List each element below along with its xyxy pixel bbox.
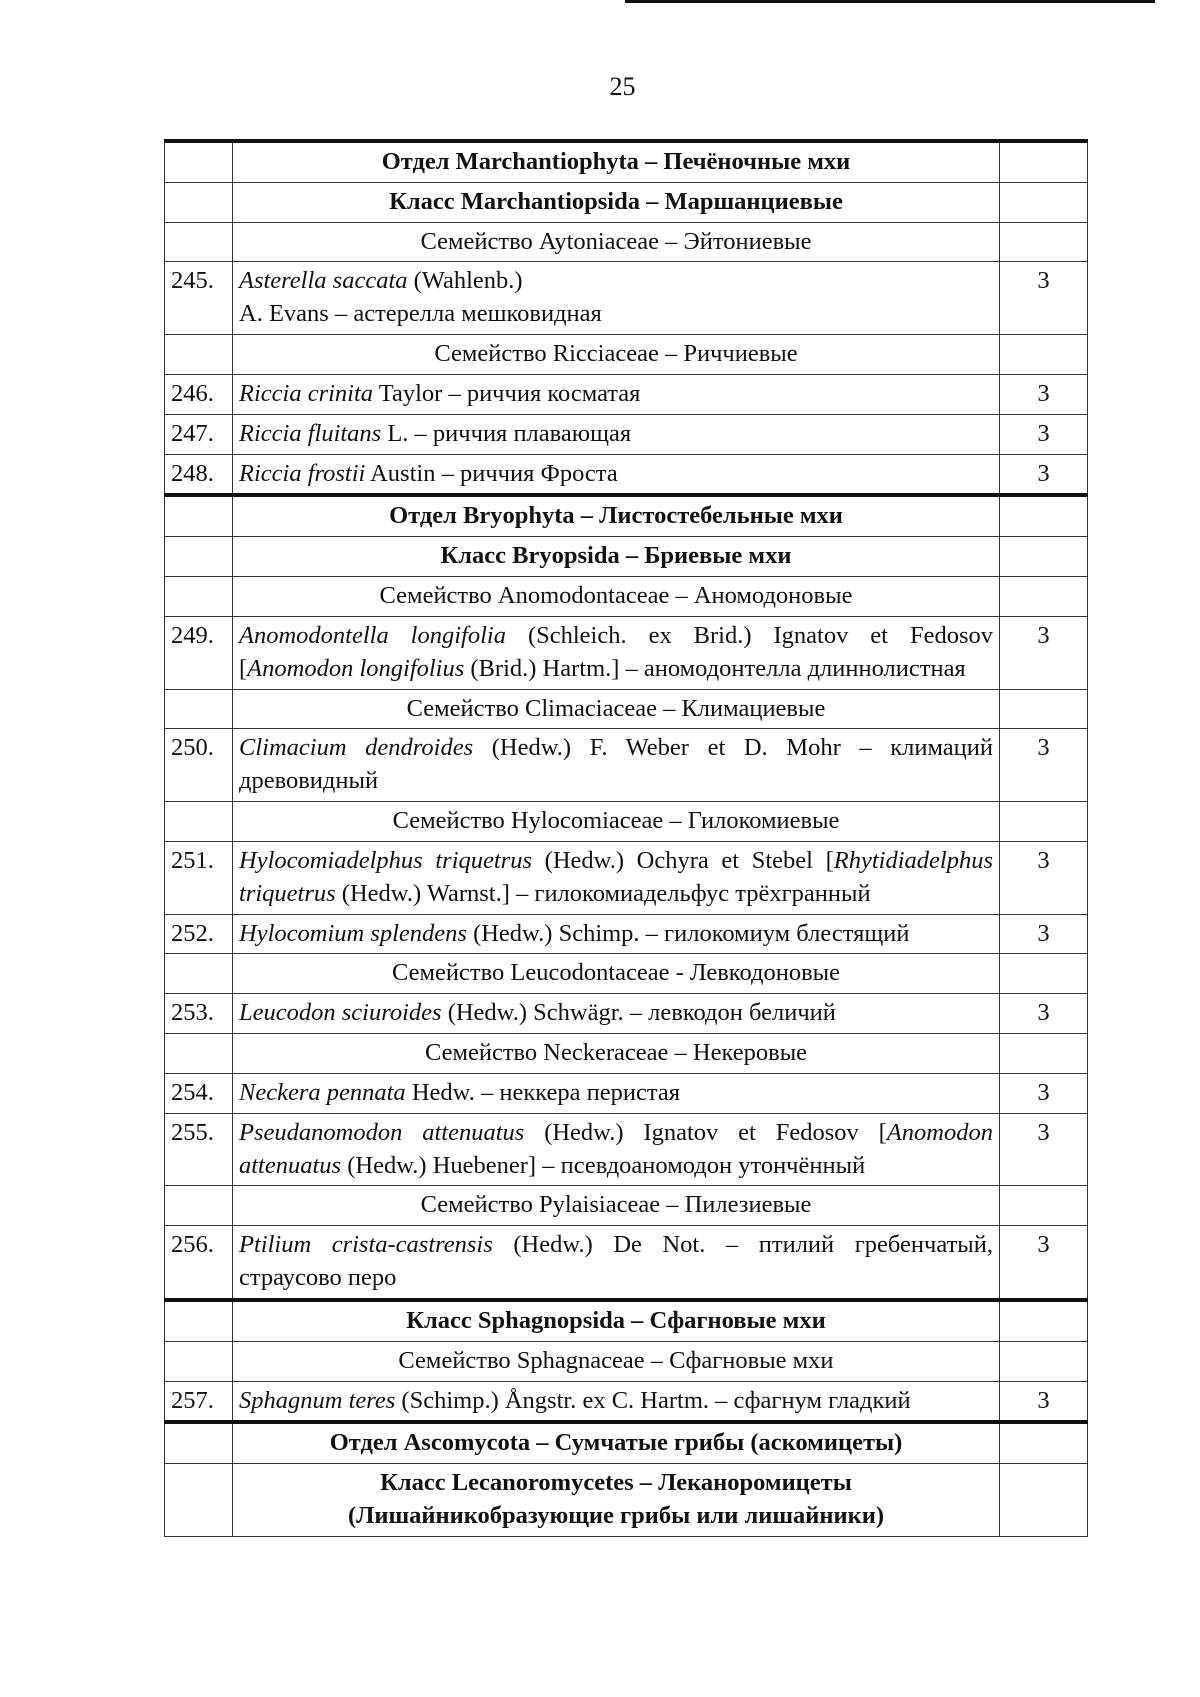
latin-name: Leucodon sciuroides [239, 999, 442, 1027]
row-status [1000, 1341, 1088, 1381]
row-number [165, 335, 233, 375]
row-number [165, 954, 233, 994]
row-number: 249. [165, 616, 233, 689]
row-status [1000, 1300, 1088, 1341]
row-number: 251. [165, 841, 233, 914]
heading-row [165, 141, 1088, 182]
family-heading: Семейство Aytoniaceae – Эйтониевые [233, 222, 1000, 262]
row-description: Neckera pennata Hedw. – неккера перистая [233, 1073, 1000, 1113]
family-heading: Семейство Climaciaceae – Климациевые [233, 689, 1000, 729]
latin-name: Ptilium crista-castrensis [239, 1231, 493, 1259]
species-row [165, 414, 1088, 454]
row-number: 248. [165, 454, 233, 495]
species-row [165, 1381, 1088, 1422]
species-row [165, 1113, 1088, 1186]
family-heading: Семейство Sphagnaceae – Сфагновые мхи [233, 1341, 1000, 1381]
taxon-heading: Класс Marchantiopsida – Маршанциевые [233, 182, 1000, 222]
row-number [165, 1300, 233, 1341]
family-heading: Семейство Hylocomiaceae – Гилокомиевые [233, 802, 1000, 842]
taxon-heading: Класс Sphagnopsida – Сфагновые мхи [233, 1300, 1000, 1341]
row-description: Anomodontella longifolia (Schleich. ex Brid.) Ignatov et Fedosov [Anomodon longifolius (Brid.) Hartm.] – аномодонтелла длиннолистная [233, 616, 1000, 689]
row-description: Leucodon sciuroides (Hedw.) Schwägr. – левкодон беличий [233, 994, 1000, 1034]
row-number: 254. [165, 1073, 233, 1113]
row-number [165, 1464, 233, 1537]
taxon-heading: Отдел Ascomycota – Сумчатые грибы (аскомицеты) [233, 1422, 1000, 1463]
latin-name: Riccia fluitans [239, 419, 382, 447]
latin-synonym: Anomodon attenuatus [239, 1118, 993, 1179]
row-status [1000, 335, 1088, 375]
family-row [165, 1034, 1088, 1074]
family-row [165, 802, 1088, 842]
row-status [1000, 1034, 1088, 1074]
row-number [165, 1422, 233, 1463]
row-number: 255. [165, 1113, 233, 1186]
family-heading: Семейство Neckeraceae – Некеровые [233, 1034, 1000, 1074]
row-status: 3 [1000, 374, 1088, 414]
row-description: Asterella saccata (Wahlenb.) A. Evans – астерелла мешковидная [233, 262, 1000, 335]
row-number [165, 689, 233, 729]
top-rule [625, 0, 1155, 3]
family-heading: Семейство Pylaisiaceae – Пилезиевые [233, 1186, 1000, 1226]
row-description: Climacium dendroides (Hedw.) F. Weber et D. Mohr – климаций древовидный [233, 729, 1000, 802]
row-number: 245. [165, 262, 233, 335]
row-status [1000, 537, 1088, 577]
row-status [1000, 182, 1088, 222]
family-row [165, 1186, 1088, 1226]
row-description: Riccia crinita Taylor – риччия косматая [233, 374, 1000, 414]
latin-name: Neckera pennata [239, 1078, 406, 1106]
family-row [165, 335, 1088, 375]
row-number: 246. [165, 374, 233, 414]
row-status: 3 [1000, 1113, 1088, 1186]
row-status: 3 [1000, 1073, 1088, 1113]
row-description: Ptilium crista-castrensis (Hedw.) De Not. – птилий гребенчатый, страусово перо [233, 1226, 1000, 1300]
row-status [1000, 689, 1088, 729]
species-row [165, 914, 1088, 954]
species-row [165, 454, 1088, 495]
latin-name: Pseudanomodon attenuatus [239, 1118, 525, 1146]
row-status: 3 [1000, 1226, 1088, 1300]
species-row [165, 841, 1088, 914]
row-status: 3 [1000, 414, 1088, 454]
row-number: 253. [165, 994, 233, 1034]
row-status: 3 [1000, 454, 1088, 495]
row-status: 3 [1000, 1381, 1088, 1422]
row-number [165, 222, 233, 262]
species-row [165, 994, 1088, 1034]
row-description: Riccia frostii Austin – риччия Фроста [233, 454, 1000, 495]
species-row [165, 729, 1088, 802]
row-description: Sphagnum teres (Schimp.) Ångstr. ex C. Hartm. – сфагнум гладкий [233, 1381, 1000, 1422]
row-number: 247. [165, 414, 233, 454]
species-table-body [165, 141, 1088, 1536]
row-status [1000, 802, 1088, 842]
family-row [165, 689, 1088, 729]
taxon-heading: Отдел Marchantiophyta – Печёночные мхи [233, 141, 1000, 182]
row-status [1000, 222, 1088, 262]
page-number: 25 [609, 72, 636, 101]
latin-name: Sphagnum teres [239, 1386, 396, 1414]
row-status [1000, 141, 1088, 182]
latin-synonym: Rhytidiadelphus triquetrus [239, 846, 993, 907]
row-status [1000, 577, 1088, 617]
row-description: Riccia fluitans L. – риччия плавающая [233, 414, 1000, 454]
latin-name: Riccia crinita [239, 379, 374, 407]
row-status [1000, 1186, 1088, 1226]
row-status: 3 [1000, 262, 1088, 335]
family-row [165, 222, 1088, 262]
row-status [1000, 495, 1088, 536]
species-row [165, 1226, 1088, 1300]
row-description: Pseudanomodon attenuatus (Hedw.) Ignatov et Fedosov [Anomodon attenuatus (Hedw.) Huebener] – псевдоаномодон утончённый [233, 1113, 1000, 1186]
latin-name: Asterella saccata [239, 267, 408, 295]
row-status: 3 [1000, 841, 1088, 914]
row-status [1000, 1464, 1088, 1537]
family-row [165, 1341, 1088, 1381]
row-status: 3 [1000, 729, 1088, 802]
latin-name: Hylocomium splendens [239, 919, 467, 947]
row-number: 250. [165, 729, 233, 802]
row-description: Hylocomium splendens (Hedw.) Schimp. – гилокомиум блестящий [233, 914, 1000, 954]
row-number [165, 495, 233, 536]
latin-name: Hylocomiadelphus triquetrus [239, 846, 533, 874]
family-row [165, 954, 1088, 994]
latin-synonym: Anomodon longifolius [247, 654, 465, 682]
species-table [164, 139, 1088, 1537]
latin-name: Anomodontella longifolia [239, 621, 506, 649]
row-number [165, 1034, 233, 1074]
taxon-heading: Класс Bryopsida – Бриевые мхи [233, 537, 1000, 577]
heading-row [165, 182, 1088, 222]
heading-row [165, 1464, 1088, 1537]
latin-name: Climacium dendroides [239, 734, 474, 762]
species-row [165, 616, 1088, 689]
latin-name: Riccia frostii [239, 459, 366, 487]
taxon-heading: Класс Lecanoromycetes – Леканоромицеты (Лишайникобразующие грибы или лишайники) [233, 1464, 1000, 1537]
row-status: 3 [1000, 914, 1088, 954]
species-row [165, 374, 1088, 414]
family-heading: Семейство Anomodontaceae – Аномодоновые [233, 577, 1000, 617]
row-number [165, 1186, 233, 1226]
row-description: Hylocomiadelphus triquetrus (Hedw.) Ochyra et Stebel [Rhytidiadelphus triquetrus (Hedw.) Warnst.] – гилокомиадельфус трёхгранный [233, 841, 1000, 914]
row-number [165, 1341, 233, 1381]
row-status: 3 [1000, 616, 1088, 689]
row-number: 257. [165, 1381, 233, 1422]
species-row [165, 262, 1088, 335]
heading-row [165, 1300, 1088, 1341]
row-number: 252. [165, 914, 233, 954]
taxon-heading: Отдел Bryophyta – Листостебельные мхи [233, 495, 1000, 536]
row-number [165, 537, 233, 577]
heading-row [165, 495, 1088, 536]
family-row [165, 577, 1088, 617]
row-number [165, 141, 233, 182]
row-number [165, 577, 233, 617]
species-row [165, 1073, 1088, 1113]
family-heading: Семейство Leucodontaceae - Левкодоновые [233, 954, 1000, 994]
row-status: 3 [1000, 994, 1088, 1034]
family-heading: Семейство Ricciaceae – Риччиевые [233, 335, 1000, 375]
row-number: 256. [165, 1226, 233, 1300]
heading-row [165, 537, 1088, 577]
heading-row [165, 1422, 1088, 1463]
row-status [1000, 1422, 1088, 1463]
row-number [165, 802, 233, 842]
row-number [165, 182, 233, 222]
row-status [1000, 954, 1088, 994]
